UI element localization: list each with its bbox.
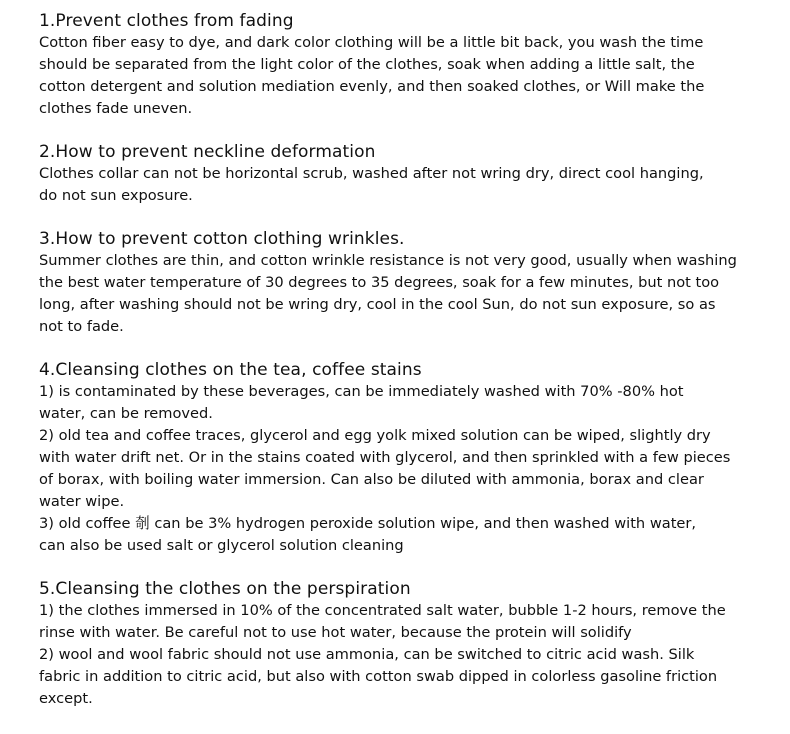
paragraph-line: water wipe. (39, 493, 125, 510)
paragraph-line: 1) is contaminated by these beverages, can be immediately washed with 70% -80% hot (39, 383, 684, 400)
paragraph-line: fabric in addition to citric acid, but also with cotton swab dipped in colorless gasoline friction (39, 668, 718, 685)
paragraph-line: should be separated from the light color of the clothes, soak when adding a little salt, the (39, 56, 695, 73)
paragraph-line: the best water temperature of 30 degrees to 35 degrees, soak for a few minutes, but not too (39, 274, 720, 291)
paragraph-line: Clothes collar can not be horizontal scrub, washed after not wring dry, direct cool hanging, (39, 165, 704, 182)
paragraph-line: 3) old coffee 剞 can be 3% hydrogen peroxide solution wipe, and then washed with water, (39, 515, 697, 532)
paragraph-line: of borax, with boiling water immersion. Can also be diluted with ammonia, borax and clear (39, 471, 704, 488)
document-body (39, 10, 767, 731)
section-perspiration (39, 578, 767, 710)
paragraph-line: cotton detergent and solution mediation evenly, and then soaked clothes, or Will make the (39, 78, 705, 95)
section-heading: 4.Cleansing clothes on the tea, coffee stains (39, 360, 422, 380)
paragraph-line: rinse with water. Be careful not to use hot water, because the protein will solidify (39, 624, 632, 641)
paragraph-line: long, after washing should not be wring dry, cool in the cool Sun, do not sun exposure, so as (39, 296, 716, 313)
section-heading: 2.How to prevent neckline deformation (39, 142, 376, 162)
paragraph-line: 2) wool and wool fabric should not use ammonia, can be switched to citric acid wash. Silk (39, 646, 695, 663)
paragraph-line: clothes fade uneven. (39, 100, 193, 117)
paragraph-line: water, can be removed. (39, 405, 213, 422)
section-heading: 5.Cleansing the clothes on the perspiration (39, 579, 411, 599)
paragraph-line: with water drift net. Or in the stains coated with glycerol, and then sprinkled with a few pieces (39, 449, 731, 466)
section-prevent-fading (39, 10, 767, 120)
paragraph-line: do not sun exposure. (39, 187, 193, 204)
section-neckline-deformation (39, 141, 767, 207)
paragraph-line: 1) the clothes immersed in 10% of the concentrated salt water, bubble 1-2 hours, remove the (39, 602, 726, 619)
section-cotton-wrinkles (39, 228, 767, 338)
paragraph-line: except. (39, 690, 93, 707)
section-tea-coffee-stains (39, 359, 767, 557)
section-heading: 3.How to prevent cotton clothing wrinkles. (39, 229, 405, 249)
paragraph-line: can also be used salt or glycerol solution cleaning (39, 537, 404, 554)
paragraph-line: 2) old tea and coffee traces, glycerol and egg yolk mixed solution can be wiped, slightly dry (39, 427, 711, 444)
paragraph-line: Cotton fiber easy to dye, and dark color clothing will be a little bit back, you wash the time (39, 34, 704, 51)
section-heading: 1.Prevent clothes from fading (39, 11, 294, 31)
paragraph-line: not to fade. (39, 318, 124, 335)
paragraph-line: Summer clothes are thin, and cotton wrinkle resistance is not very good, usually when washing (39, 252, 737, 269)
